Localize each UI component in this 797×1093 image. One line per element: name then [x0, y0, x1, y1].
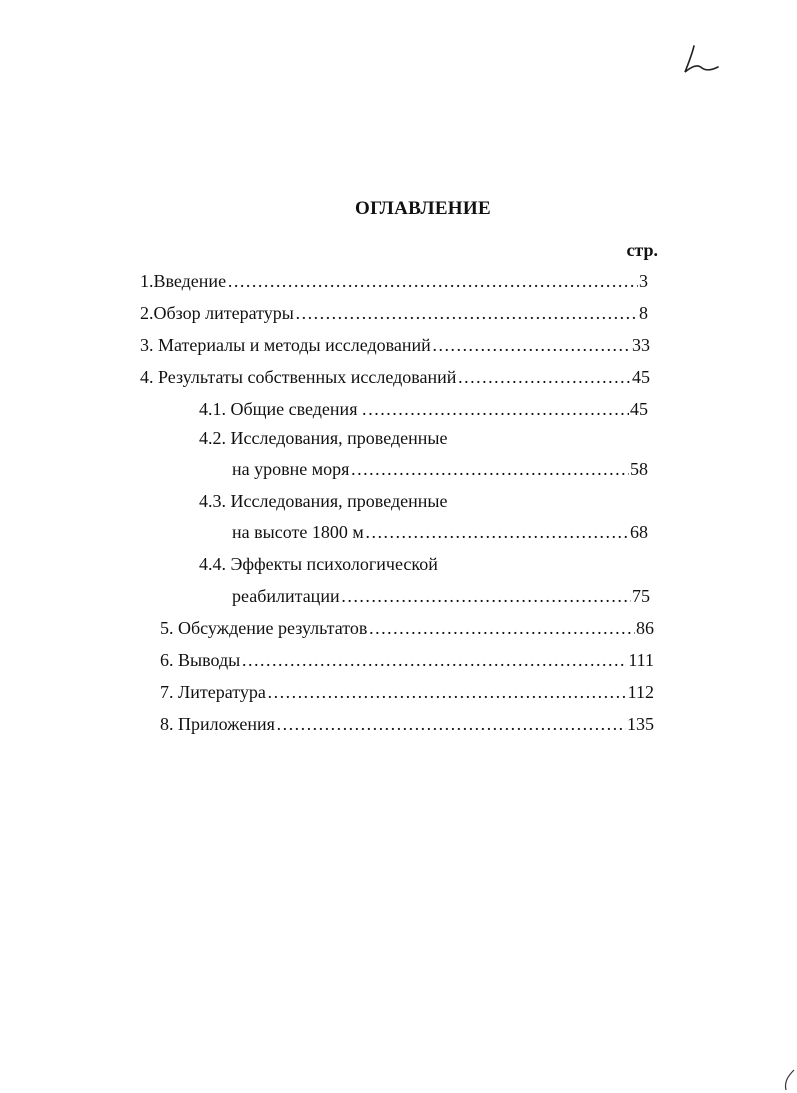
toc-entry — [140, 367, 650, 389]
toc-entry-page: 135 — [627, 714, 654, 734]
toc-entry-page: 58 — [630, 459, 648, 479]
toc-entry-page: 3 — [639, 271, 648, 291]
toc-entry-page: 33 — [632, 335, 650, 355]
dot-leader — [276, 714, 626, 735]
toc-entry — [160, 650, 654, 672]
toc-entry — [199, 399, 648, 421]
toc-title: ОГЛАВЛЕНИЕ — [355, 198, 491, 219]
toc-entry-page: 45 — [632, 367, 650, 387]
page-column-label: стр. — [626, 240, 658, 260]
toc-entry — [140, 271, 648, 293]
toc-entry-page: 45 — [630, 399, 648, 419]
toc-entry-page: 68 — [630, 522, 648, 542]
dot-leader — [295, 303, 638, 324]
toc-entry-label: 7. Литература — [160, 682, 266, 702]
toc-entry — [160, 714, 654, 736]
toc-entry-label: 3. Материалы и методы исследований — [140, 335, 431, 355]
toc-entry-label-cont: на высоте 1800 м — [232, 522, 364, 542]
toc-entry-page: 75 — [632, 586, 650, 606]
toc-entry-page: 111 — [628, 650, 654, 670]
toc-entry-page: 112 — [627, 682, 654, 702]
dot-leader — [432, 335, 631, 356]
toc-entry-label: 8. Приложения — [160, 714, 275, 734]
dot-leader — [227, 271, 638, 292]
toc-entry-label: 1.Введение — [140, 271, 227, 291]
toc-entry-label: 4. Результаты собственных исследований — [140, 367, 457, 387]
dot-leader — [457, 367, 631, 388]
dot-leader — [241, 650, 627, 671]
dot-leader — [365, 522, 629, 543]
toc-entry-label: 4.3. Исследования, проведенные — [199, 491, 448, 511]
toc-entry-label: 4.2. Исследования, проведенные — [199, 428, 448, 448]
toc-entry-label: 2.Обзор литературы — [140, 303, 294, 323]
dot-leader — [350, 459, 629, 480]
toc-entry-label-cont: реабилитации — [232, 586, 340, 606]
toc-entry-page: 86 — [636, 618, 654, 638]
dot-leader — [367, 399, 629, 420]
toc-entry — [160, 682, 654, 704]
toc-entry — [232, 459, 648, 481]
toc-entry-label: 4.4. Эффекты психологической — [199, 554, 438, 574]
dot-leader — [267, 682, 627, 703]
toc-entry — [232, 522, 648, 544]
toc-entry-page: 8 — [639, 303, 648, 323]
toc-entry — [232, 586, 650, 608]
dot-leader — [341, 586, 631, 607]
toc-entry — [160, 618, 654, 640]
toc-entry-label: 5. Обсуждение результатов — [160, 618, 368, 638]
toc-entry — [140, 303, 648, 325]
scan-mark — [780, 1068, 797, 1093]
handwritten-page-number — [680, 40, 725, 80]
toc-entry-label: 6. Выводы — [160, 650, 241, 670]
dot-leader — [368, 618, 635, 639]
toc-entry — [140, 335, 650, 357]
toc-entry-label: 4.1. Общие сведения . — [199, 399, 367, 419]
toc-entry-label-cont: на уровне моря — [232, 459, 350, 479]
